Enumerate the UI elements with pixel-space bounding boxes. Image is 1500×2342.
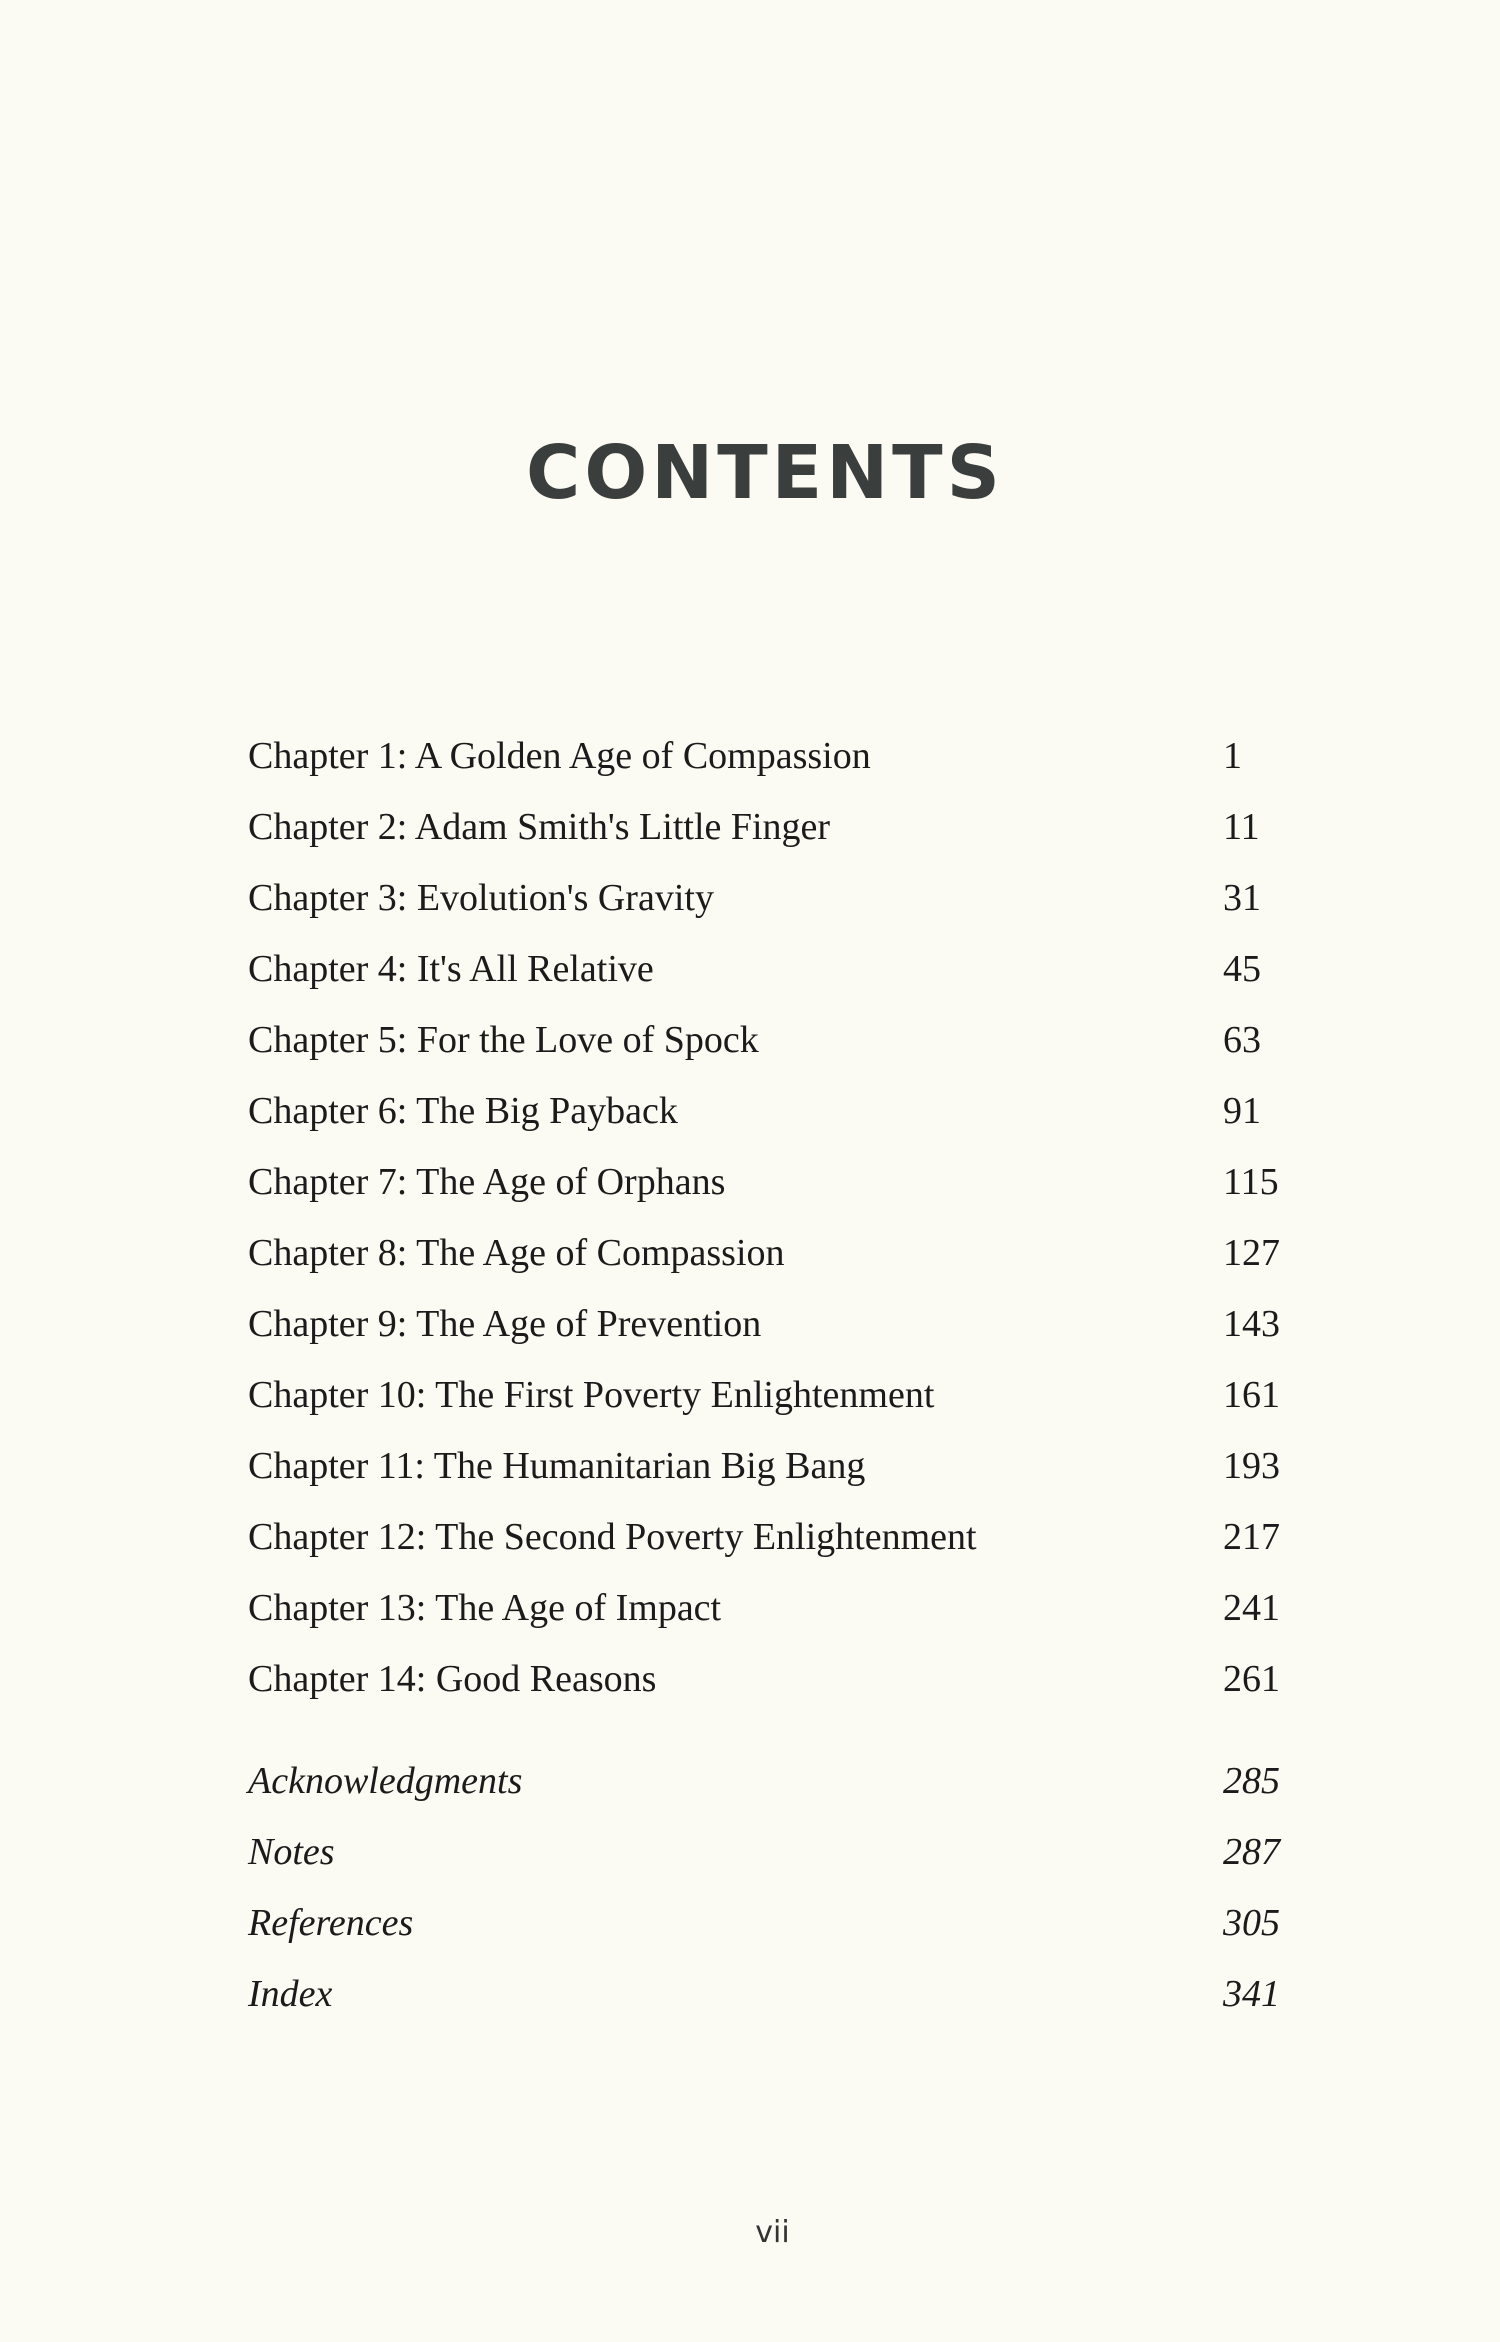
toc-entry-page: 241 [1223,1587,1280,1629]
back-matter-entry [248,1753,1288,1824]
toc-entry-label: Chapter 5: For the Love of Spock [248,1019,759,1061]
toc-entry [248,799,1288,870]
back-matter-page: 341 [1223,1973,1280,2015]
toc-entry-page: 143 [1223,1303,1280,1345]
toc-entry-label: Chapter 1: A Golden Age of Compassion [248,735,871,777]
back-matter-entry [248,1824,1288,1895]
toc-entry [248,1154,1288,1225]
toc-entry [248,1367,1288,1438]
back-matter-label: Notes [248,1831,335,1873]
toc-entry-page: 91 [1223,1090,1261,1132]
toc-entry [248,728,1288,799]
toc-entry-label: Chapter 4: It's All Relative [248,948,654,990]
toc-entry-page: 63 [1223,1019,1261,1061]
toc-entry-label: Chapter 14: Good Reasons [248,1658,657,1700]
toc-entry-page: 11 [1223,806,1260,848]
back-matter-list [248,1753,1288,2037]
toc-entry-label: Chapter 3: Evolution's Gravity [248,877,714,919]
back-matter-page: 287 [1223,1831,1280,1873]
toc-entry [248,1580,1288,1651]
toc-entry [248,1438,1288,1509]
table-of-contents [248,728,1288,1722]
toc-entry-page: 115 [1223,1161,1279,1203]
toc-entry [248,1651,1288,1722]
toc-entry-label: Chapter 12: The Second Poverty Enlightenment [248,1516,977,1558]
toc-entry [248,1296,1288,1367]
back-matter-label: Index [248,1973,333,2015]
back-matter-entry [248,1895,1288,1966]
back-matter-label: Acknowledgments [248,1760,523,1802]
back-matter-page: 305 [1223,1902,1280,1944]
toc-entry-page: 261 [1223,1658,1280,1700]
toc-entry [248,1225,1288,1296]
toc-entry-label: Chapter 7: The Age of Orphans [248,1161,726,1203]
back-matter-page: 285 [1223,1760,1280,1802]
back-matter-label: References [248,1902,414,1944]
toc-entry [248,1012,1288,1083]
page-title: CONTENTS [526,430,1004,516]
toc-entry-page: 127 [1223,1232,1280,1274]
toc-entry-page: 217 [1223,1516,1280,1558]
page-number: vii [755,2215,790,2250]
toc-entry-page: 1 [1223,735,1242,777]
toc-entry-label: Chapter 10: The First Poverty Enlightenment [248,1374,935,1416]
toc-entry-page: 45 [1223,948,1261,990]
toc-entry-label: Chapter 2: Adam Smith's Little Finger [248,806,831,848]
toc-entry-page: 161 [1223,1374,1280,1416]
toc-entry-label: Chapter 6: The Big Payback [248,1090,678,1132]
toc-entry-label: Chapter 8: The Age of Compassion [248,1232,785,1274]
toc-entry [248,1083,1288,1154]
toc-entry [248,870,1288,941]
toc-entry-page: 31 [1223,877,1261,919]
toc-entry-label: Chapter 11: The Humanitarian Big Bang [248,1445,866,1487]
toc-entry-label: Chapter 13: The Age of Impact [248,1587,722,1629]
toc-entry-label: Chapter 9: The Age of Prevention [248,1303,762,1345]
back-matter-entry [248,1966,1288,2037]
toc-entry [248,941,1288,1012]
toc-entry-page: 193 [1223,1445,1280,1487]
toc-entry [248,1509,1288,1580]
